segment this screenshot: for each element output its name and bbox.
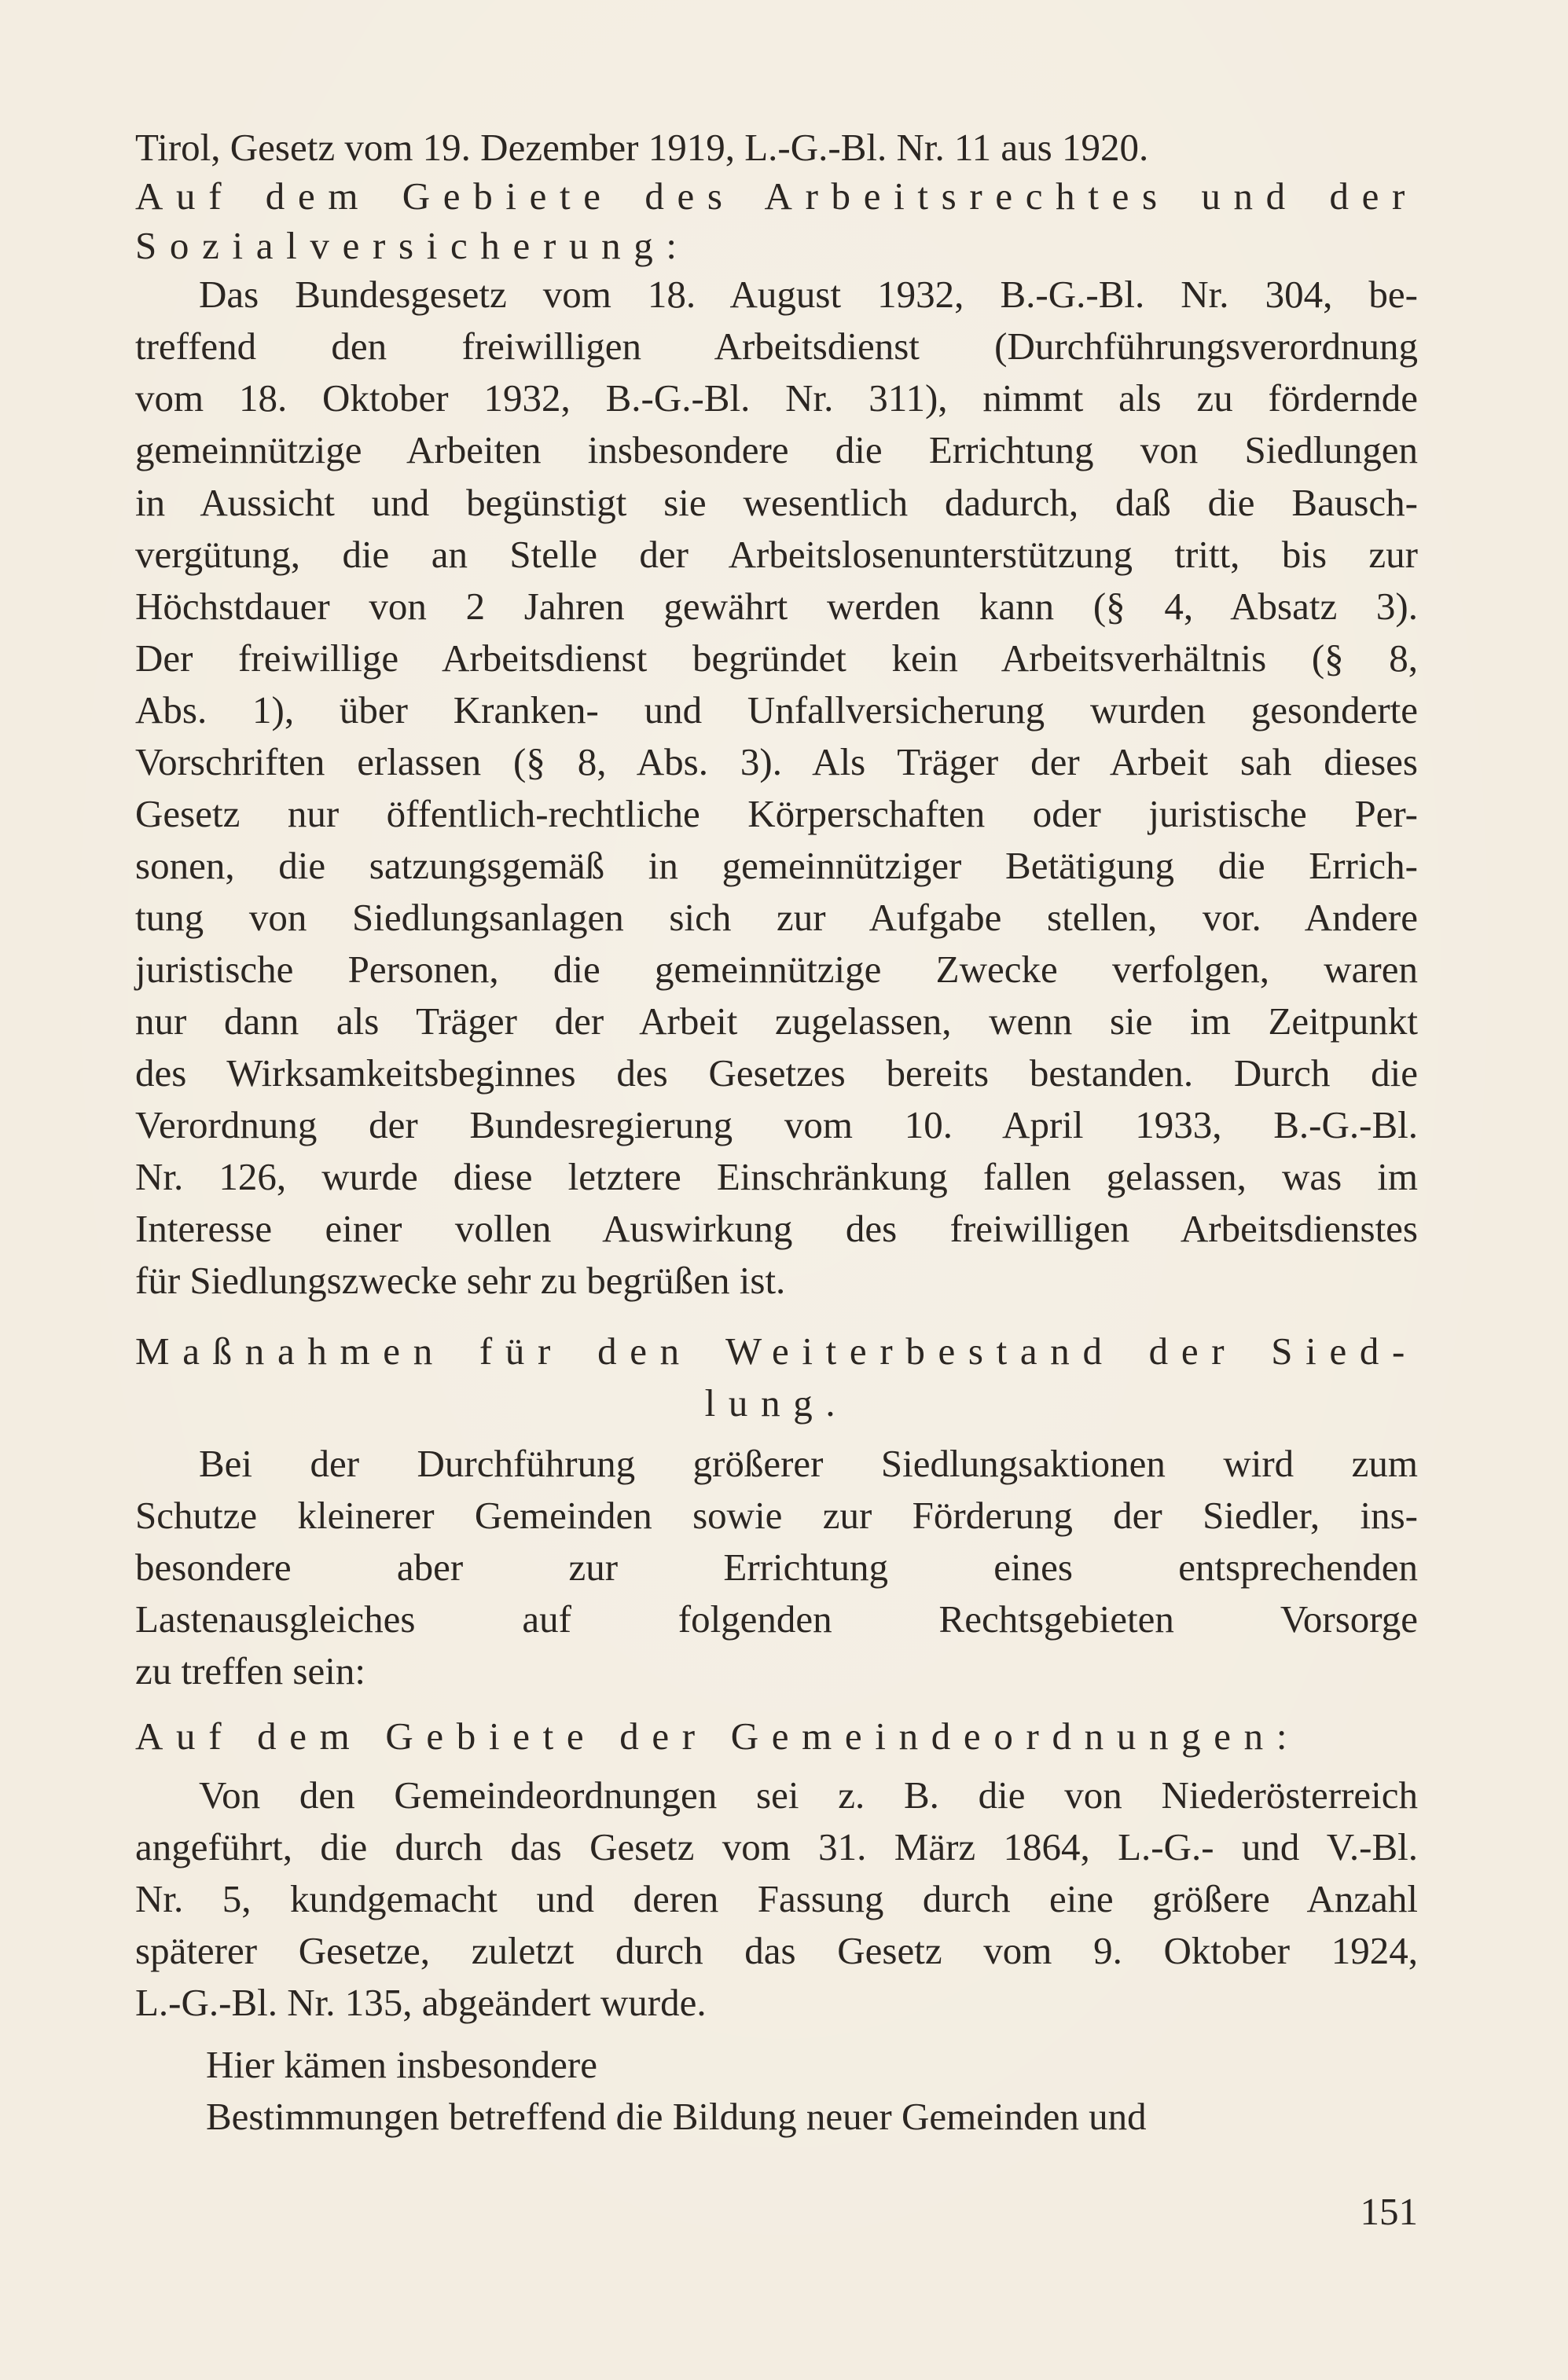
text-line: Von den Gemeindeordnungen sei z. B. die von Niederösterreich [199, 1773, 1418, 1817]
text-line: Das Bundesgesetz vom 18. August 1932, B.-G.-Bl. Nr. 304, be- [199, 273, 1418, 316]
text-line: des Wirksamkeitsbeginnes des Gesetzes bereits bestanden. Durch die [135, 1051, 1418, 1095]
text-line: Abs. 1), über Kranken- und Unfallversicherung wurden gesonderte [135, 688, 1418, 732]
text-line: Nr. 126, wurde diese letztere Einschränkung fallen gelassen, was im [135, 1155, 1418, 1198]
text-line: Vorschriften erlassen (§ 8, Abs. 3). Als Träger der Arbeit sah dieses [135, 740, 1418, 783]
section-heading: Sozialversicherung: [135, 224, 690, 267]
text-line: in Aussicht und begünstigt sie wesentlich dadurch, daß die Bausch- [135, 481, 1418, 524]
text-line: tung von Siedlungsanlagen sich zur Aufgabe stellen, vor. Andere [135, 896, 1418, 939]
text-line: sonen, die satzungsgemäß in gemeinnütziger Betätigung die Errich- [135, 844, 1418, 887]
section-heading: lung. [704, 1381, 849, 1425]
text-line: juristische Personen, die gemeinnützige Zwecke verfolgen, waren [135, 948, 1418, 991]
text-line: Bei der Durchführung größerer Siedlungsaktionen wird zum [199, 1442, 1418, 1485]
section-heading: Auf dem Gebiete der Gemeindeordnungen: [135, 1714, 1301, 1758]
section-heading: Maßnahmen für den Weiterbestand der Sied- [135, 1329, 1418, 1373]
text-line: vergütung, die an Stelle der Arbeitslosenunterstützung tritt, bis zur [135, 533, 1418, 576]
text-line: Interesse einer vollen Auswirkung des freiwilligen Arbeitsdienstes [135, 1207, 1418, 1250]
text-line: Schutze kleinerer Gemeinden sowie zur Förderung der Siedler, ins- [135, 1494, 1418, 1537]
text-line: für Siedlungszwecke sehr zu begrüßen ist. [135, 1259, 786, 1302]
text-line: besondere aber zur Errichtung eines entsprechenden [135, 1546, 1418, 1589]
text-line: Bestimmungen betreffend die Bildung neuer Gemeinden und [206, 2095, 1147, 2138]
text-line: Tirol, Gesetz vom 19. Dezember 1919, L.-G.-Bl. Nr. 11 aus 1920. [135, 126, 1149, 169]
text-line: Verordnung der Bundesregierung vom 10. April 1933, B.-G.-Bl. [135, 1103, 1418, 1146]
text-line: zu treffen sein: [135, 1649, 365, 1692]
text-line: Hier kämen insbesondere [206, 2043, 597, 2086]
text-line: nur dann als Träger der Arbeit zugelassen, wenn sie im Zeitpunkt [135, 999, 1418, 1043]
text-line: späterer Gesetze, zuletzt durch das Gesetz vom 9. Oktober 1924, [135, 1929, 1418, 1972]
text-line: angeführt, die durch das Gesetz vom 31. März 1864, L.-G.- und V.-Bl. [135, 1825, 1418, 1868]
text-line: Gesetz nur öffentlich-rechtliche Körperschaften oder juristische Per- [135, 792, 1418, 835]
text-line: Nr. 5, kundgemacht und deren Fassung durch eine größere Anzahl [135, 1877, 1418, 1920]
text-line: vom 18. Oktober 1932, B.-G.-Bl. Nr. 311), nimmt als zu fördernde [135, 376, 1418, 420]
page-number: 151 [1360, 2190, 1418, 2233]
text-line: Lastenausgleiches auf folgenden Rechtsgebieten Vorsorge [135, 1597, 1418, 1641]
text-line: treffend den freiwilligen Arbeitsdienst (Durchführungsverordnung [135, 325, 1418, 368]
text-line: gemeinnützige Arbeiten insbesondere die Errichtung von Siedlungen [135, 428, 1418, 471]
text-line: Der freiwillige Arbeitsdienst begründet kein Arbeitsverhältnis (§ 8, [135, 636, 1418, 680]
text-line: L.-G.-Bl. Nr. 135, abgeändert wurde. [135, 1981, 707, 2024]
section-heading: Auf dem Gebiete des Arbeitsrechtes und der [135, 174, 1418, 218]
text-line: Höchstdauer von 2 Jahren gewährt werden kann (§ 4, Absatz 3). [135, 585, 1418, 628]
